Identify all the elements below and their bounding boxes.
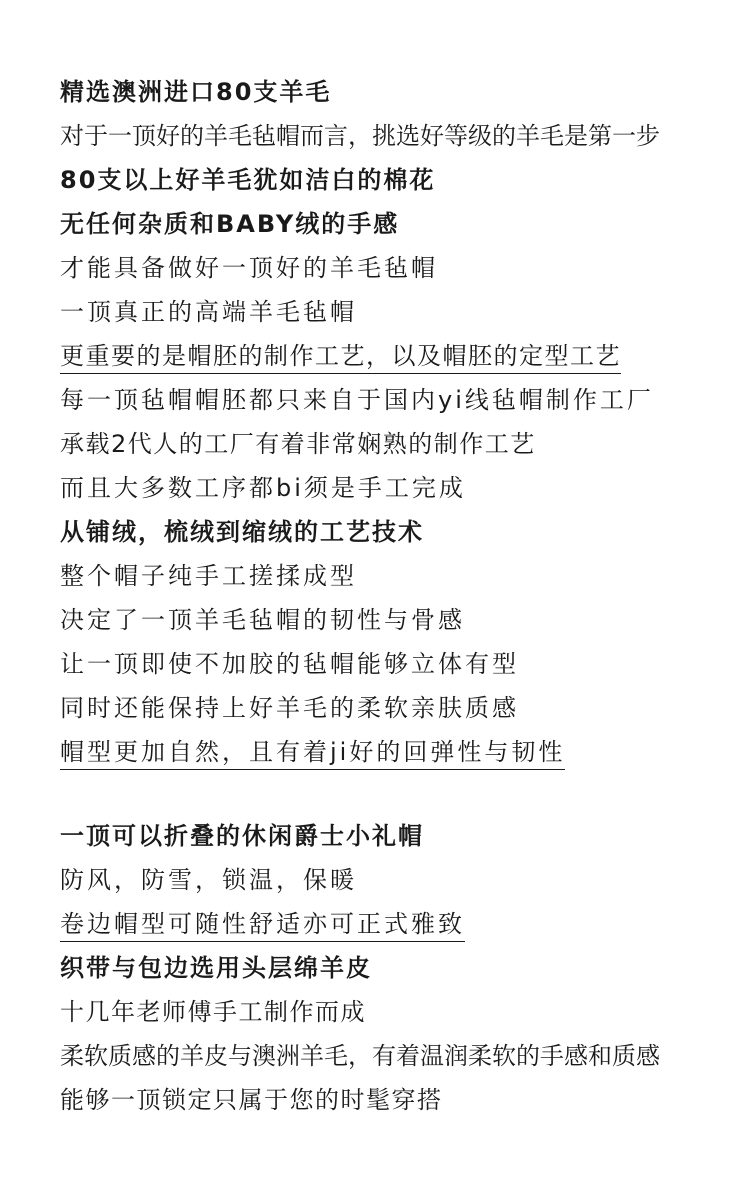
- text: 对于一顶好的羊毛毡帽而言，挑选好等级的羊毛是第一步: [60, 122, 660, 150]
- text: 帽型更加自然，且有着ji好的回弹性与韧性: [60, 738, 565, 770]
- text-line: [60, 990, 730, 1034]
- text: 织带与包边选用头层绵羊皮: [60, 954, 372, 982]
- text-line: [60, 858, 730, 902]
- text-line: [60, 290, 730, 334]
- text: 决定了一顶羊毛毡帽的韧性与骨感: [60, 606, 465, 634]
- text-line: [60, 114, 730, 158]
- text: 柔软质感的羊皮与澳洲羊毛，有着温润柔软的手感和质感: [60, 1042, 660, 1070]
- text-line: [60, 422, 730, 466]
- text-line: [60, 1078, 730, 1122]
- text-line-underlined: [60, 902, 730, 946]
- text-line: [60, 378, 730, 422]
- text: 一顶可以折叠的休闲爵士小礼帽: [60, 822, 424, 850]
- text-line: [60, 1034, 730, 1078]
- text: 无任何杂质和BABY绒的手感: [60, 210, 400, 238]
- heading-craft: [60, 510, 730, 554]
- text: 整个帽子纯手工搓揉成型: [60, 562, 357, 590]
- heading-baby-feel: [60, 202, 730, 246]
- heading-foldable-hat: [60, 814, 730, 858]
- text-line-underlined: [60, 334, 730, 378]
- text: 承载2代人的工厂有着非常娴熟的制作工艺: [60, 430, 536, 458]
- text-line: [60, 466, 730, 510]
- text: 能够一顶锁定只属于您的时髦穿搭: [60, 1086, 443, 1114]
- text-line: [60, 642, 730, 686]
- text: 80支以上好羊毛犹如洁白的棉花: [60, 166, 436, 194]
- text: 才能具备做好一顶好的羊毛毡帽: [60, 254, 438, 282]
- text-line: [60, 246, 730, 290]
- text-line: [60, 554, 730, 598]
- text: 十几年老师傅手工制作而成: [60, 998, 366, 1026]
- text: 而且大多数工序都bi须是手工完成: [60, 474, 466, 502]
- text-line: [60, 686, 730, 730]
- heading-australian-wool: [60, 70, 730, 114]
- text: 让一顶即使不加胶的毡帽能够立体有型: [60, 650, 519, 678]
- text: 防风，防雪，锁温，保暖: [60, 866, 357, 894]
- text: 每一顶毡帽帽胚都只来自于国内yi线毡帽制作工厂: [60, 386, 654, 414]
- text: 精选澳洲进口80支羊毛: [60, 78, 332, 106]
- text: 更重要的是帽胚的制作工艺，以及帽胚的定型工艺: [60, 342, 621, 374]
- product-description: [60, 70, 730, 1122]
- text: 卷边帽型可随性舒适亦可正式雅致: [60, 910, 465, 942]
- text: 一顶真正的高端羊毛毡帽: [60, 298, 357, 326]
- text: 从铺绒，梳绒到缩绒的工艺技术: [60, 518, 424, 546]
- text: 同时还能保持上好羊毛的柔软亲肤质感: [60, 694, 519, 722]
- text-line: [60, 598, 730, 642]
- text-line-underlined: [60, 730, 730, 774]
- section-spacer: [60, 774, 730, 814]
- heading-cotton: [60, 158, 730, 202]
- heading-leather-trim: [60, 946, 730, 990]
